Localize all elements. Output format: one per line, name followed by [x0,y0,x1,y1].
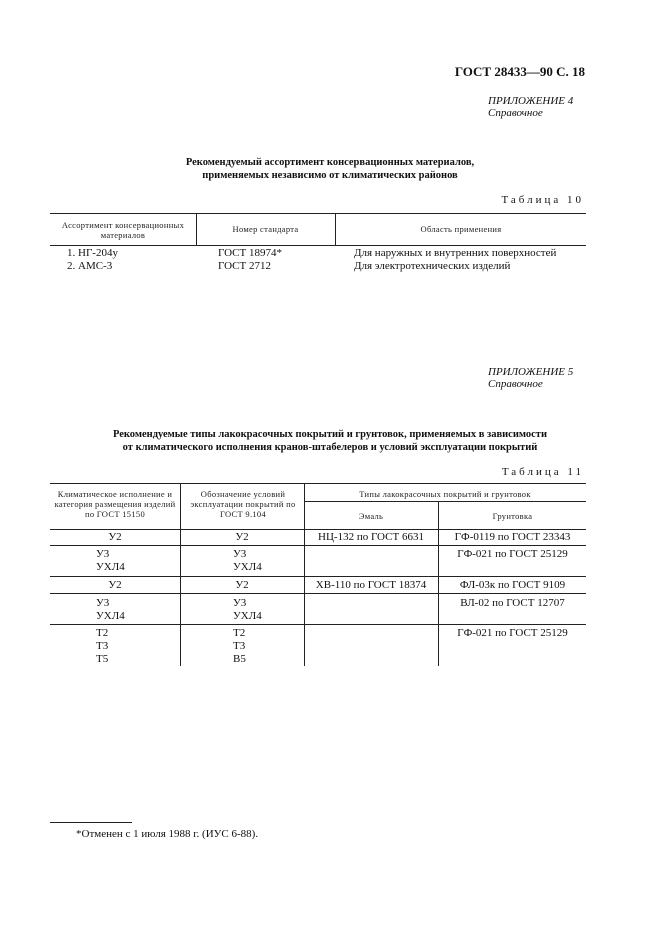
table-11-col-divider-2 [304,483,305,666]
table-11-row-2-climate-1: У3 [96,548,110,560]
table-11-row-5-conditions-3: В5 [233,653,246,665]
table-11-row-rule-1 [50,545,586,546]
table-11-header-conditions: Обозначение условий эксплуатации покрытий по ГОСТ 9.104 [190,489,296,519]
appendix-4-title: ПРИЛОЖЕНИЕ 4 [488,95,574,107]
table-10-row-1-material: 1. НГ-204у [67,247,118,259]
section-2-title-line-2: от климатического исполнения кранов-штабелеров и условий эксплуатации покрытий [122,442,538,453]
table-10-header-area: Область применения [420,224,502,234]
table-11-row-4-conditions-1: У3 [233,597,247,609]
table-10-header-material: Ассортимент консервационных материалов [61,220,185,240]
table-10-row-2-area: Для электротехнических изделий [354,260,511,272]
table-11-header-rule [50,529,586,530]
table-10-header-rule [50,245,586,246]
table-11-col-divider-1 [180,483,181,666]
table-11-row-5-conditions-2: Т3 [233,640,246,652]
table-11-row-1-primer: ГФ-0119 по ГОСТ 23343 [454,531,571,543]
table-11-row-2-conditions-2: УХЛ4 [233,561,262,573]
table-11-header-primer: Грунтовка [492,511,533,521]
appendix-4-subtitle: Справочное [488,107,543,119]
table-11-header-group: Типы лакокрасочных покрытий и грунтовок [359,489,531,499]
table-10-col-divider-1 [196,213,197,245]
footnote-rule [50,822,132,823]
table-11-row-2-primer: ГФ-021 по ГОСТ 25129 [457,548,568,560]
table-11-row-4-conditions-2: УХЛ4 [233,610,262,622]
appendix-5-subtitle: Справочное [488,378,543,390]
table-10-header-standard: Номер стандарта [232,224,299,234]
table-11-row-1-conditions: У2 [235,531,249,543]
table-11-col-divider-3 [438,501,439,666]
table-11-row-2-conditions-1: У3 [233,548,247,560]
table-11-row-1-enamel: НЦ-132 по ГОСТ 6631 [318,531,424,543]
table-11-row-4-climate-1: У3 [96,597,110,609]
section-1-title-line-2: применяемых независимо от климатических районов [202,170,458,181]
table-11-row-4-climate-2: УХЛ4 [96,610,125,622]
appendix-5-title: ПРИЛОЖЕНИЕ 5 [488,366,574,378]
page-header: ГОСТ 28433—90 С. 18 [454,64,585,79]
table-11-row-2-climate-2: УХЛ4 [96,561,125,573]
table-11-header-enamel: Эмаль [358,511,384,521]
table-11-row-5-conditions-1: Т2 [233,627,246,639]
table-11-row-5-primer: ГФ-021 по ГОСТ 25129 [457,627,568,639]
table-11-row-rule-2 [50,576,586,577]
table-11-row-1-climate: У2 [108,531,122,543]
table-11-top-rule [50,483,586,484]
table-10-row-1-area: Для наружных и внутренних поверхностей [354,247,557,259]
table-10-row-2-standard: ГОСТ 2712 [218,260,271,272]
table-11-header-climate: Климатическое исполнение и категория размещения изделий по ГОСТ 15150 [54,489,176,519]
table-10-row-1-standard: ГОСТ 18974* [218,247,282,259]
table-11-row-3-climate: У2 [108,579,122,591]
table-10-row-2-material: 2. АМС-3 [67,260,113,272]
table-11-row-5-climate-3: Т5 [96,653,109,665]
table-10-top-rule [50,213,586,214]
section-2-title-line-1: Рекомендуемые типы лакокрасочных покрытий и грунтовок, применяемых в зависимости [112,429,548,440]
table-11-label: Таблица 11 [501,466,584,478]
table-11-row-rule-3 [50,593,586,594]
table-11-row-5-climate-2: Т3 [96,640,109,652]
footnote: *Отменен с 1 июля 1988 г. (ИУС 6-88). [76,828,259,840]
table-11-row-5-climate-1: Т2 [96,627,109,639]
table-10-col-divider-2 [335,213,336,245]
table-11-row-3-conditions: У2 [235,579,249,591]
table-11-row-rule-4 [50,624,586,625]
section-1-title-line-1: Рекомендуемый ассортимент консервационных материалов, [185,157,475,168]
table-11-row-3-primer: ФЛ-03к по ГОСТ 9109 [459,579,566,591]
table-11-row-3-enamel: ХВ-110 по ГОСТ 18374 [315,579,427,591]
table-10-label: Таблица 10 [501,194,584,206]
table-11-row-4-primer: ВЛ-02 по ГОСТ 12707 [460,597,565,609]
table-11-group-rule [304,501,586,502]
